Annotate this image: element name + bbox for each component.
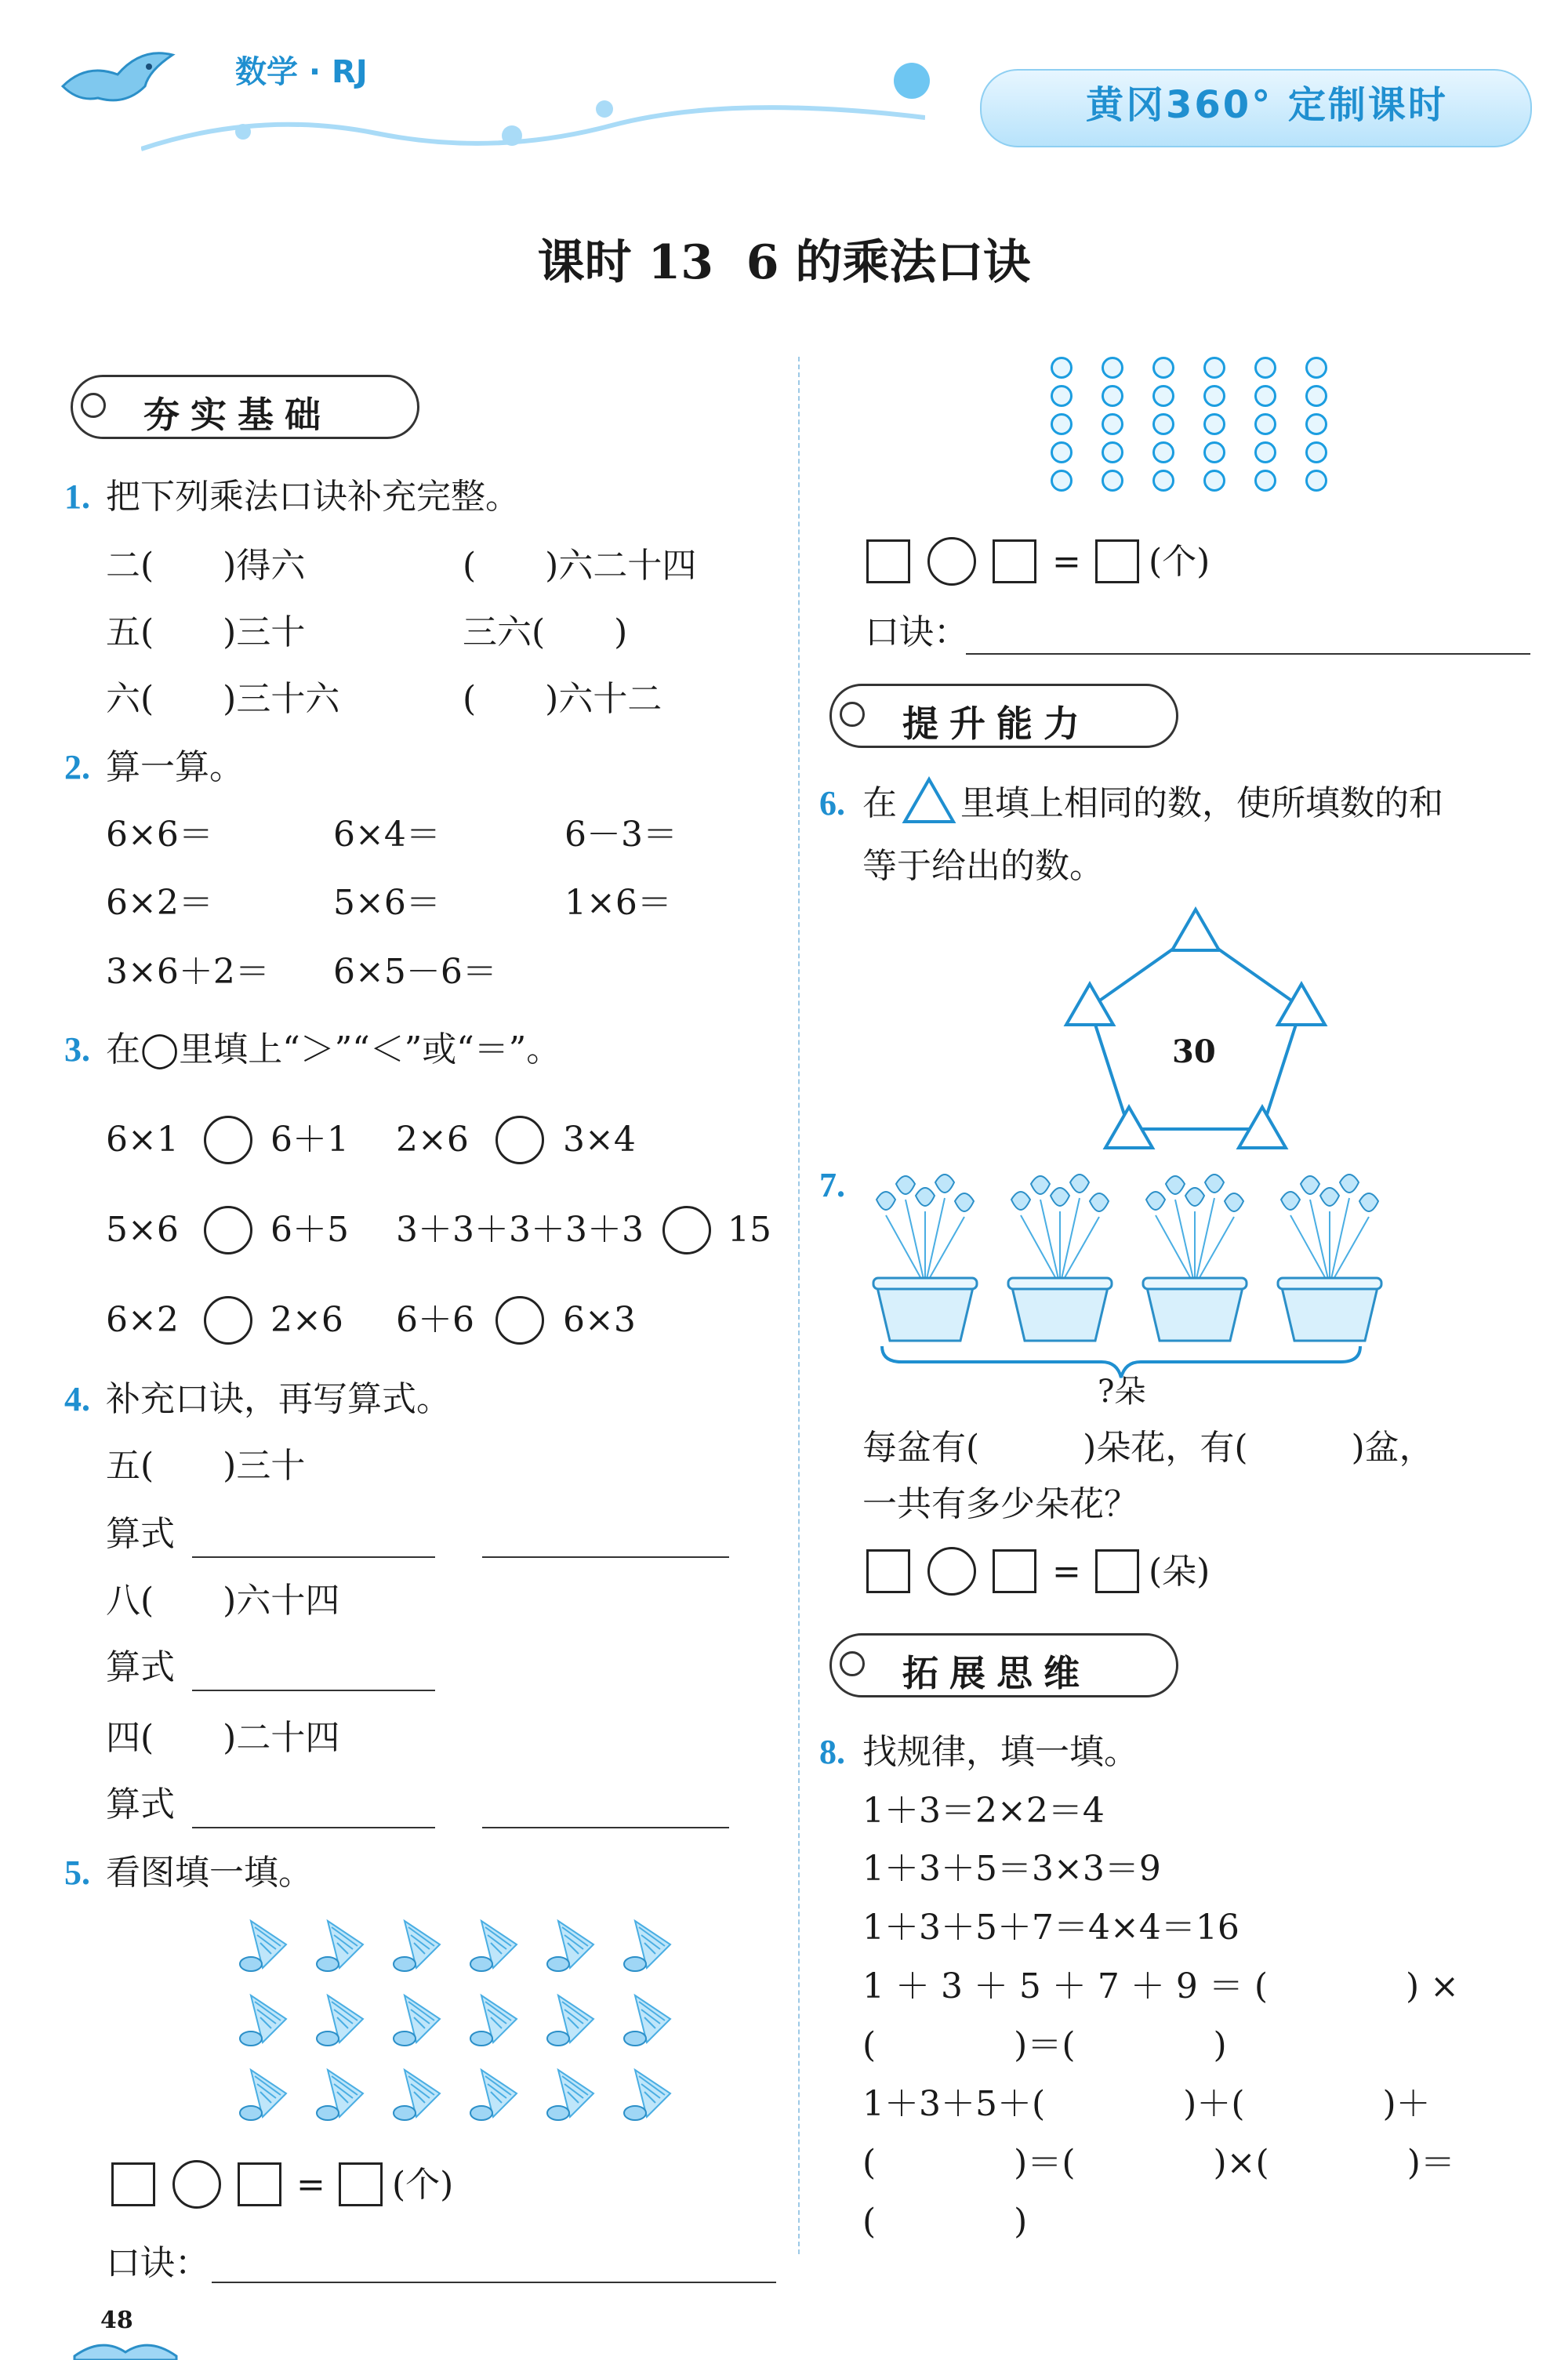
q8-line: 1＋3＋5＝3×3＝9 [862, 1849, 1161, 1889]
dot [1305, 470, 1327, 492]
flower-pot-icon [1132, 1168, 1258, 1349]
q5-kouju-label: 口诀： [106, 2243, 209, 2283]
answer-box[interactable] [111, 2162, 155, 2206]
book-icon [71, 2333, 180, 2360]
q3-left: 2×6 [396, 1120, 469, 1160]
q2-item: 6×6＝ [106, 815, 213, 855]
answer-box[interactable] [866, 539, 910, 583]
operator-circle[interactable] [172, 2160, 221, 2209]
page-number: 48 [100, 2307, 133, 2334]
page-title: 课时 13 6 的乘法口诀 [537, 235, 1031, 290]
section-badge-basic: 夯实基础 [71, 375, 419, 439]
shuttlecock-icon [612, 2062, 674, 2125]
q1-item: 二( )得六 [106, 546, 306, 586]
shuttlecock-icon [381, 1988, 444, 2050]
answer-line[interactable] [482, 1827, 729, 1828]
q1-item: ( )六二十四 [463, 546, 697, 586]
dot [1102, 413, 1123, 435]
triangle-slot [1172, 910, 1219, 950]
q5b-unit: (个) [1149, 542, 1210, 582]
shuttlecock-icon [304, 2062, 367, 2125]
dot [1203, 413, 1225, 435]
shuttlecock-icon [535, 2062, 597, 2125]
pentagon-center-value: 30 [1172, 1033, 1216, 1070]
shuttlecock-icon [227, 2062, 290, 2125]
shuttlecock-icon [304, 1913, 367, 1976]
q7-unit: (朵) [1149, 1552, 1210, 1592]
q8-number: 8. [819, 1733, 845, 1771]
dot [1152, 413, 1174, 435]
q8-line: ( )＝( )×( )＝ [862, 2143, 1455, 2183]
dot [1152, 470, 1174, 492]
shuttlecock-icon [458, 1988, 521, 2050]
dot [1051, 357, 1073, 379]
section-badge-improve: 提升能力 [829, 684, 1178, 748]
q8-text: 找规律，填一填。 [862, 1732, 1138, 1772]
q7-total-label: ?朵 [1098, 1374, 1146, 1410]
shuttlecock-icon [612, 1988, 674, 2050]
dot [1305, 385, 1327, 407]
shuttlecock-icon [227, 1988, 290, 2050]
q1-item: 五( )三十 [106, 612, 306, 652]
shuttlecock-icon [381, 2062, 444, 2125]
q2-item: 6－3＝ [564, 815, 677, 855]
q4-number: 4. [64, 1380, 90, 1418]
answer-box[interactable] [339, 2162, 383, 2206]
dot [1152, 441, 1174, 463]
operator-circle[interactable] [927, 537, 976, 586]
shuttlecock-grid [227, 1913, 666, 2133]
answer-box[interactable] [993, 539, 1036, 583]
q2-item: 1×6＝ [564, 883, 672, 923]
flower-pot-icon [862, 1168, 988, 1349]
compare-circle[interactable] [662, 1206, 711, 1254]
q3-text: 在◯里填上“＞”“＜”或“＝”。 [106, 1029, 561, 1069]
dot [1203, 441, 1225, 463]
q3-right: 15 [728, 1210, 771, 1250]
dot [1051, 470, 1073, 492]
q4-label: 算式 [106, 1785, 175, 1824]
operator-circle[interactable] [927, 1547, 976, 1596]
answer-box[interactable] [1095, 1549, 1139, 1593]
dot [1051, 441, 1073, 463]
flower-pot-icon [997, 1168, 1123, 1349]
compare-circle[interactable] [204, 1206, 252, 1254]
shuttlecock-icon [458, 1913, 521, 1976]
dot [1305, 413, 1327, 435]
q3-right: 6＋5 [270, 1210, 349, 1250]
shuttlecock-icon [381, 1913, 444, 1976]
dot-grid [1051, 357, 1348, 506]
q4-label: 算式 [106, 1514, 175, 1554]
answer-line[interactable] [966, 653, 1530, 655]
shuttlecock-icon [304, 1988, 367, 2050]
pentagon-diagram [1062, 902, 1329, 1153]
header-brand: 黄冈360° 定制课时 [1086, 83, 1448, 127]
dot [1254, 357, 1276, 379]
dot [1102, 357, 1123, 379]
q6-text-b: 里填上相同的数，使所填数的和 [960, 783, 1443, 823]
compare-circle[interactable] [495, 1116, 544, 1164]
dot [1203, 357, 1225, 379]
q8-line: 1＋3＋5＋( )＋( )＋ [862, 2084, 1431, 2124]
dot [1152, 357, 1174, 379]
flower-pot-icon [1267, 1168, 1392, 1349]
q3-right: 3×4 [563, 1120, 636, 1160]
q4-label: 算式 [106, 1647, 175, 1687]
answer-box[interactable] [1095, 539, 1139, 583]
answer-line[interactable] [192, 1827, 435, 1828]
q3-right: 6×3 [563, 1300, 636, 1340]
q2-number: 2. [64, 748, 90, 786]
q8-line: ( ) [862, 2202, 1028, 2242]
shuttlecock-icon [535, 1988, 597, 2050]
equals-sign: = [1052, 1552, 1081, 1592]
triangle-slot [1278, 984, 1325, 1025]
q5-unit: (个) [392, 2165, 454, 2205]
q3-number: 3. [64, 1030, 90, 1069]
q4-item: 八( )六十四 [106, 1581, 340, 1621]
dot [1254, 441, 1276, 463]
flower-pots [862, 1168, 1396, 1356]
q6-text-a: 在 [862, 783, 897, 823]
equals-sign: = [1052, 542, 1081, 582]
q6-number: 6. [819, 784, 845, 822]
dot [1254, 385, 1276, 407]
shuttlecock-icon [227, 1913, 290, 1976]
q8-line: 1 ＋ 3 ＋ 5 ＋ 7 ＋ 9 ＝ ( ) × [862, 1966, 1460, 2006]
shuttlecock-icon [458, 2062, 521, 2125]
dot [1051, 385, 1073, 407]
q5-number: 5. [64, 1854, 90, 1892]
compare-circle[interactable] [204, 1116, 252, 1164]
q7-number: 7. [819, 1166, 845, 1204]
dot [1254, 413, 1276, 435]
q7-line2: 一共有多少朵花？ [862, 1484, 1138, 1524]
dot [1152, 385, 1174, 407]
q2-text: 算一算。 [106, 747, 244, 787]
equals-sign: = [296, 2165, 325, 2205]
header-subject: 数学 · RJ [235, 54, 368, 90]
dot [1051, 413, 1073, 435]
q3-left: 6×2 [106, 1300, 179, 1340]
answer-line[interactable] [192, 1690, 435, 1691]
answer-box[interactable] [866, 1549, 910, 1593]
answer-box[interactable] [993, 1549, 1036, 1593]
compare-circle[interactable] [204, 1296, 252, 1345]
wave-decoration [141, 102, 925, 165]
dot [1102, 385, 1123, 407]
q2-item: 6×5－6＝ [333, 952, 497, 992]
q7-line1: 每盆有( )朵花，有( )盆， [862, 1428, 1434, 1468]
q8-line: ( )＝( ) [862, 2025, 1227, 2065]
q1-item: 三六( ) [463, 612, 628, 652]
section-badge-extend: 拓展思维 [829, 1633, 1178, 1697]
q5-text: 看图填一填。 [106, 1853, 313, 1893]
q3-left: 3＋3＋3＋3＋3 [396, 1210, 644, 1250]
q3-right: 2×6 [270, 1300, 343, 1340]
q3-left: 5×6 [106, 1210, 179, 1250]
q3-right: 6＋1 [270, 1120, 349, 1160]
dot [1203, 385, 1225, 407]
dot [1254, 470, 1276, 492]
triangle-slot [1066, 984, 1113, 1025]
bubble [894, 63, 930, 99]
dot [1305, 357, 1327, 379]
q8-line: 1＋3＋5＋7＝4×4＝16 [862, 1908, 1240, 1948]
q2-item: 3×6＋2＝ [106, 952, 270, 992]
dot [1102, 470, 1123, 492]
compare-circle[interactable] [495, 1296, 544, 1345]
q3-left: 6＋6 [396, 1300, 474, 1340]
answer-line[interactable] [212, 2282, 776, 2283]
dot [1102, 441, 1123, 463]
q4-text: 补充口诀，再写算式。 [106, 1379, 451, 1419]
q1-text: 把下列乘法口诀补充完整。 [106, 477, 520, 517]
answer-line[interactable] [192, 1556, 435, 1558]
dot [1305, 441, 1327, 463]
shuttlecock-icon [535, 1913, 597, 1976]
q2-item: 6×4＝ [333, 815, 441, 855]
triangle-icon [902, 776, 956, 825]
answer-box[interactable] [238, 2162, 281, 2206]
q4-item: 四( )二十四 [106, 1718, 340, 1758]
q8-line: 1＋3＝2×2＝4 [862, 1791, 1105, 1831]
header [0, 0, 1568, 172]
q3-left: 6×1 [106, 1120, 179, 1160]
dot [1203, 470, 1225, 492]
q2-item: 6×2＝ [106, 883, 213, 923]
q4-item: 五( )三十 [106, 1446, 306, 1486]
q2-item: 5×6＝ [333, 883, 441, 923]
q5b-kouju-label: 口诀： [865, 612, 968, 652]
q1-item: ( )六十二 [463, 679, 662, 719]
q1-item: 六( )三十六 [106, 679, 340, 719]
shuttlecock-icon [612, 1913, 674, 1976]
answer-line[interactable] [482, 1556, 729, 1558]
q1-number: 1. [64, 477, 90, 516]
q6-text-c: 等于给出的数。 [862, 846, 1104, 886]
column-divider [798, 357, 800, 2254]
